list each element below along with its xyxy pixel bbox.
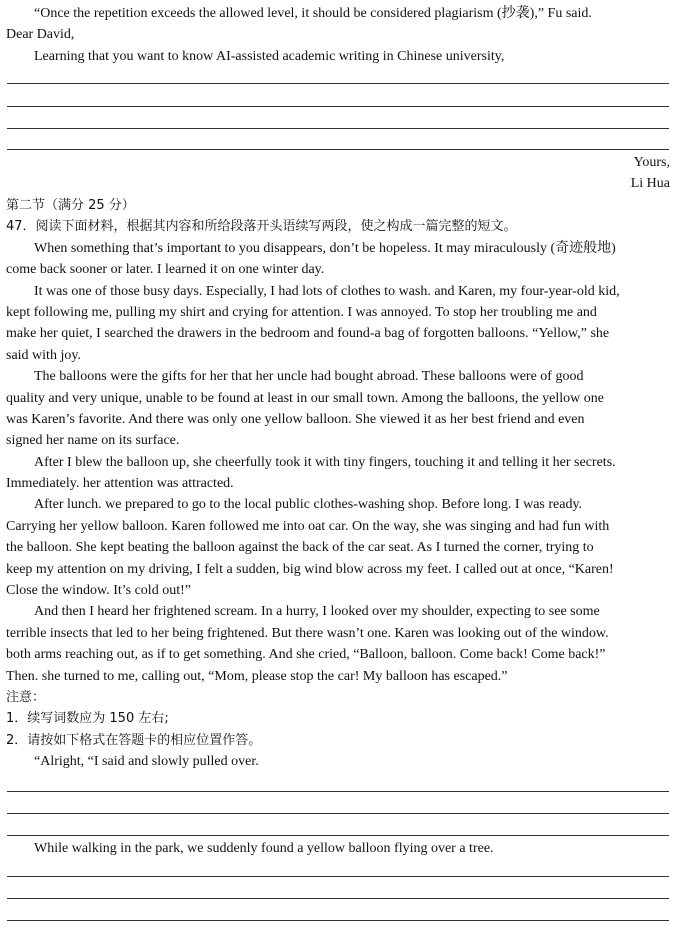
story-line: signed her name on its surface.: [6, 433, 180, 449]
story-line: Close the window. It’s cold out!”: [6, 583, 191, 599]
letter-opening: Learning that you want to know AI-assisted academic writing in Chinese university,: [34, 48, 505, 64]
notes-item: 1．续写词数应为 150 左右;: [6, 711, 169, 727]
story-line: both arms reaching out, as if to get something. And she cried, “Balloon, balloon. Come back! Come back!”: [6, 647, 606, 663]
answer-line: [7, 898, 669, 899]
story-line: Carrying her yellow balloon. Karen followed me into oat car. On the way, she was singing and had fun with: [6, 518, 610, 534]
story-line: And then I heard her frightened scream. In a hurry, I looked over my shoulder, expecting to see some: [34, 604, 600, 620]
answer-line: [7, 149, 669, 150]
story-line: said with joy.: [6, 347, 81, 363]
story-line: terrible insects that led to her being frightened. But there wasn’t one. Karen was looking out of the window.: [6, 625, 609, 641]
section-instruction: 47．阅读下面材料，根据其内容和所给段落开头语续写两段，使之构成一篇完整的短文。: [6, 219, 517, 235]
letter-closing-block: [6, 152, 670, 195]
paragraph-two-block: [6, 838, 670, 859]
answer-line: [7, 876, 669, 877]
story-line: Immediately. her attention was attracted.: [6, 476, 234, 492]
paragraph-one-start: “Alright, “I said and slowly pulled over.: [34, 754, 259, 770]
answer-line: [7, 128, 669, 129]
story-line: keep my attention on my driving, I felt a sudden, big wind blow across my feet. I called out at once, “Karen!: [6, 561, 614, 577]
paragraph-two-start: While walking in the park, we suddenly found a yellow balloon flying over a tree.: [34, 841, 494, 856]
story-line: When something that’s important to you disappears, don’t be hopeless. It may miraculously (奇迹般地): [34, 240, 616, 256]
answer-line: [7, 920, 669, 921]
story-line: come back sooner or later. I learned it on one winter day.: [6, 262, 325, 278]
salutation: Dear David,: [6, 27, 75, 43]
letter-block: [6, 3, 670, 67]
section-two: [6, 195, 670, 773]
story-line: Then. she turned to me, calling out, “Mom, please stop the car! My balloon has escaped.”: [6, 668, 508, 684]
story-line: make her quiet, I searched the drawers in the bedroom and found-a bag of forgotten balloons. “Yellow,” she: [6, 326, 610, 342]
answer-line: [7, 106, 669, 107]
letter-signature: Li Hua: [630, 176, 670, 192]
letter-closing: Yours,: [633, 155, 670, 170]
story-line: It was one of those busy days. Especially, I had lots of clothes to wash. and Karen, my four-year-old kid,: [34, 283, 620, 299]
answer-line: [7, 83, 669, 84]
section-title: 第二节（满分 25 分）: [6, 198, 135, 213]
story-line: After lunch. we prepared to go to the local public clothes-washing shop. Before long. I was ready.: [34, 497, 583, 513]
answer-line: [7, 813, 669, 814]
notes-item: 2．请按如下格式在答题卡的相应位置作答。: [6, 732, 262, 748]
story-line: was Karen’s favorite. And there was only one yellow balloon. She viewed it as her best friend and even: [6, 411, 585, 427]
story-line: After I blew the balloon up, she cheerfully took it with tiny fingers, touching it and telling it her secrets.: [34, 454, 616, 470]
story-line: kept following me, pulling my shirt and crying for attention. I was annoyed. To stop her troubling me and: [6, 304, 597, 320]
quote-line: “Once the repetition exceeds the allowed level, it should be considered plagiarism (抄袭),” Fu said.: [34, 6, 592, 21]
story-line: quality and very unique, unable to be found at least in our small town. Among the balloons, the yellow one: [6, 390, 604, 406]
story-line: The balloons were the gifts for her that her uncle had bought abroad. These balloons were of good: [34, 369, 584, 385]
answer-line: [7, 791, 669, 792]
answer-line: [7, 835, 669, 836]
story-line: the balloon. She kept beating the balloon against the back of the car seat. As I turned the corner, trying to: [6, 540, 594, 556]
notes-title: 注意：: [6, 689, 46, 705]
